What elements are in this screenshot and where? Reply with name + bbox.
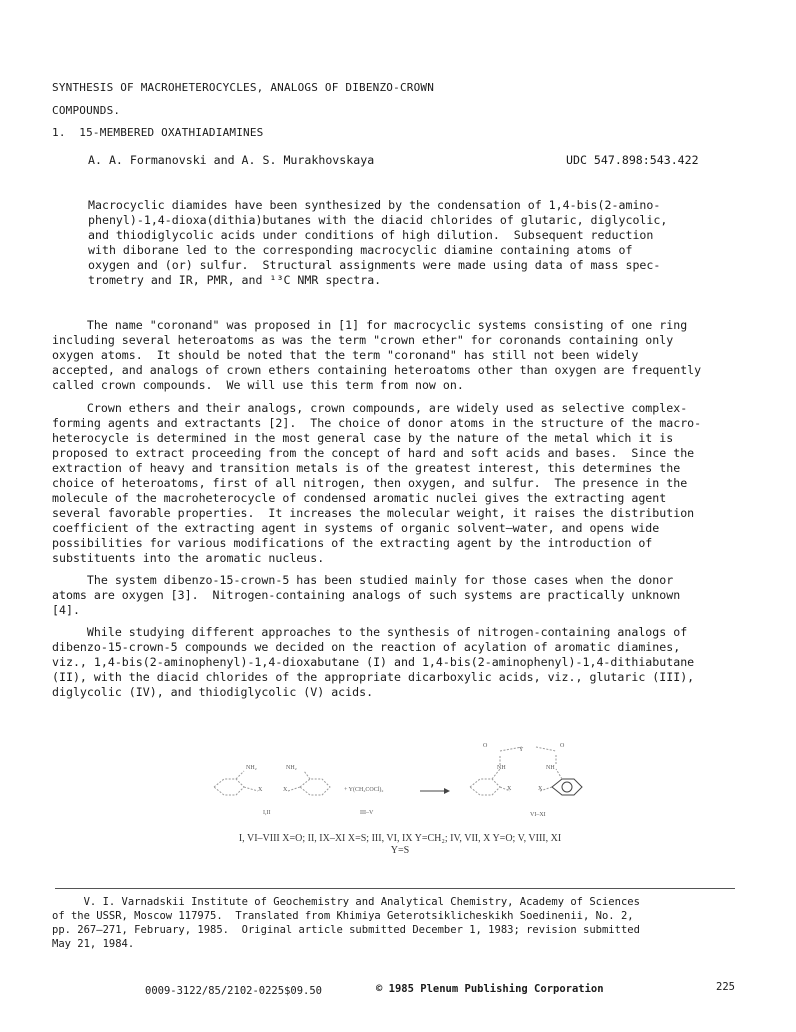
product-label: VI–XI — [530, 812, 546, 818]
body-line: [4]. — [52, 603, 80, 617]
benzene-ring-left — [214, 779, 244, 795]
body-line: extraction of heavy and transition metals is of the greatest interest, this determines the — [52, 461, 681, 475]
body-line: possibilities for various modifications of the extracting agent by the introduction of — [52, 536, 653, 550]
carbonyl-o-left: O — [483, 743, 488, 749]
x-label-product-left: X — [507, 786, 512, 792]
y-label: Y — [519, 747, 524, 753]
abstract-line: trometry and IR, PMR, and ¹³C NMR spectra. — [88, 273, 382, 287]
carbonyl-o-right: O — [560, 743, 565, 749]
title-line-2: COMPOUNDS. — [52, 104, 121, 117]
body-line: including several heteroatoms as was the term "crown ether" for coronands containing only — [52, 333, 674, 347]
footnote-line: V. I. Varnadskii Institute of Geochemistry and Analytical Chemistry, Academy of Sciences — [52, 896, 640, 908]
body-line: forming agents and extractants [2]. The choice of donor atoms in the structure of the macro- — [52, 416, 702, 430]
article-code: 0009-3122/85/2102-0225$09.50 — [145, 985, 323, 997]
scheme-caption-line-2: Y=S — [390, 845, 410, 856]
body-line: heterocycle is determined in the most general case by the nature of the metal which it is — [52, 431, 674, 445]
benzene-ring-right-reactant — [300, 779, 330, 795]
abstract-line: and thiodiglycolic acids under conditions of high dilution. Subsequent reduction — [88, 228, 654, 242]
body-line: oxygen atoms. It should be noted that the term "coronand" has still not been widely — [52, 348, 639, 362]
body-line: proposed to extract proceeding from the concept of hard and soft acids and bases. Since the — [52, 446, 695, 460]
benzene-ring-left-product — [470, 779, 500, 795]
abstract-line: Macrocyclic diamides have been synthesized by the condensation of 1,4-bis(2-amino- — [88, 198, 661, 212]
benzene-ring-right-product — [552, 779, 582, 795]
body-line: several favorable properties. It increases the molecular weight, it raises the distribution — [52, 506, 695, 520]
body-line: (II), with the diacid chlorides of the appropriate dicarboxylic acids, viz., glutaric (III), — [52, 670, 695, 684]
reagent-formula: + Y(CH₂COCl)₂ — [344, 787, 384, 793]
reactant-label: I,II — [263, 810, 271, 816]
body-line: accepted, and analogs of crown ethers containing heteroatoms other than oxygen are frequently — [52, 363, 702, 377]
x-label-right: X — [283, 787, 288, 793]
body-line: diglycolic (IV), and thiodiglycolic (V) acids. — [52, 685, 374, 699]
body-line: While studying different approaches to the synthesis of nitrogen-containing analogs of — [52, 625, 688, 639]
footnote-line: of the USSR, Moscow 117975. Translated from Khimiya Geterotsiklicheskikh Soedinenii, No. 2, — [52, 910, 634, 922]
reagent-label: III–V — [360, 810, 374, 816]
title-line-3: 1. 15-MEMBERED OXATHIADIAMINES — [52, 126, 264, 139]
x-label-product-right: X — [538, 786, 543, 792]
footnote-line: May 21, 1984. — [52, 938, 135, 950]
body-line: called crown compounds. We will use this term from now on. — [52, 378, 464, 392]
footnote-line: pp. 267–271, February, 1985. Original article submitted December 1, 1983; revision submitted — [52, 924, 640, 936]
udc-code: UDC 547.898:543.422 — [566, 153, 699, 167]
page-number: 225 — [716, 981, 735, 993]
body-line: molecule of the macroheterocycle of condensed aromatic nuclei gives the extracting agent — [52, 491, 667, 505]
body-line: dibenzo-15-crown-5 compounds we decided on the reaction of acylation of aromatic diamines, — [52, 640, 681, 654]
body-line: atoms are oxygen [3]. Nitrogen-containing analogs of such systems are practically unknown — [52, 588, 681, 602]
abstract-line: phenyl)-1,4-dioxa(dithia)butanes with the diacid chlorides of glutaric, diglycolic, — [88, 213, 668, 227]
authors: A. A. Formanovski and A. S. Murakhovskaya — [88, 153, 375, 167]
body-line: substituents into the aromatic nucleus. — [52, 551, 325, 565]
footnote-divider — [55, 888, 735, 889]
abstract-line: with diborane led to the corresponding macrocyclic diamine containing atoms of — [88, 243, 633, 257]
scheme-caption-line-1: I, VI–VIII X=O; II, IX–XI X=S; III, VI, IX Y=CH₂; IV, VII, X Y=O; V, VIII, XI — [238, 833, 562, 844]
abstract-line: oxygen and (or) sulfur. Structural assignments were made using data of mass spec- — [88, 258, 661, 272]
nh2-label-left: NH₂ — [246, 765, 257, 771]
body-line: viz., 1,4-bis(2-aminophenyl)-1,4-dioxabutane (I) and 1,4-bis(2-aminophenyl)-1,4-dithiabutane — [52, 655, 695, 669]
body-line: Crown ethers and their analogs, crown compounds, are widely used as selective complex- — [52, 401, 688, 415]
copyright-notice: © 1985 Plenum Publishing Corporation — [376, 983, 604, 995]
title-line-1: SYNTHESIS OF MACROHETEROCYCLES, ANALOGS OF DIBENZO-CROWN — [52, 81, 435, 94]
body-line: The name "coronand" was proposed in [1] for macrocyclic systems consisting of one ring — [52, 318, 688, 332]
body-line: choice of heteroatoms, first of all nitrogen, then oxygen, and sulfur. The presence in the — [52, 476, 688, 490]
nh-label-right: NH — [546, 765, 555, 771]
body-line: coefficient of the extracting agent in systems of organic solvent–water, and opens wide — [52, 521, 660, 535]
body-line: The system dibenzo-15-crown-5 has been studied mainly for those cases when the donor — [52, 573, 674, 587]
x-label-left: X — [258, 787, 263, 793]
nh-label-left: NH — [497, 765, 506, 771]
nh2-label-right: NH₂ — [286, 765, 297, 771]
